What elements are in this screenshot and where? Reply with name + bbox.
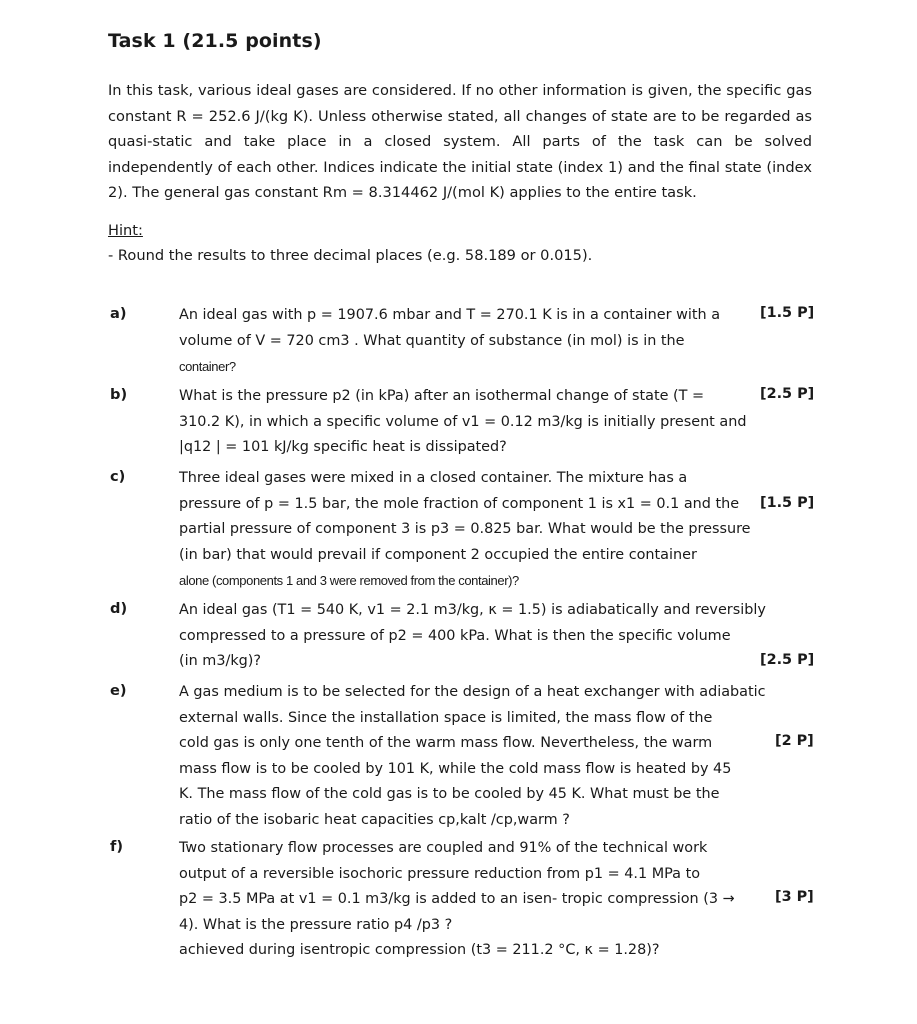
- intro-paragraph: [108, 78, 812, 206]
- subtask-line: What is the pressure p2 (in kPa) after an isothermal change of state (T =: [179, 388, 705, 404]
- subtask-line: partial pressure of component 3 is p3 = 0.825 bar. What would be the pressure: [179, 521, 751, 537]
- subtask-text: [179, 836, 739, 964]
- subtask-text: [179, 466, 751, 594]
- subtask-line: achieved during isentropic compression (t3 = 211.2 °C, κ = 1.28)?: [179, 942, 660, 958]
- subtask-line: external walls. Since the installation space is limited, the mass flow of the: [179, 709, 713, 726]
- points-badge: [2.5 P]: [760, 652, 815, 668]
- subtask-line: volume of V = 720 cm3 . What quantity of substance (in mol) is in the: [179, 332, 685, 349]
- hint-text: - Round the results to three decimal places (e.g. 58.189 or 0.015).: [108, 247, 593, 264]
- subtask-line: (in bar) that would prevail if component 2 occupied the entire container: [179, 546, 697, 563]
- subtask-line: Two stationary flow processes are coupled and 91% of the technical work: [179, 840, 708, 856]
- subtask-line: output of a reversible isochoric pressure reduction from p1 = 4.1 MPa to: [179, 865, 701, 882]
- subtask-text: [179, 680, 766, 833]
- intro-line: quasi-static and take place in a closed system. All parts of the task can be solved independently of: [108, 133, 812, 176]
- subtask-line: K. The mass flow of the cold gas is to be cooled by 45 K. What must be the: [179, 786, 720, 802]
- task-title: Task 1 (21.5 points): [108, 30, 322, 52]
- subtask-label: d): [110, 600, 128, 617]
- subtask-line: An ideal gas with p = 1907.6 mbar and T = 270.1 K is in a container with a: [179, 307, 721, 323]
- subtask-line: ratio of the isobaric heat capacities cp,kalt /cp,warm ?: [179, 811, 570, 828]
- points-badge: [1.5 P]: [760, 305, 815, 321]
- subtask-text: [179, 598, 766, 675]
- subtask-line: cold gas is only one tenth of the warm mass flow. Nevertheless, the warm: [179, 735, 713, 751]
- intro-line: In this task, various ideal gases are considered. If no other information is given, the specific gas: [108, 82, 812, 99]
- subtask-label: b): [110, 386, 128, 403]
- subtask-line: compressed to a pressure of p2 = 400 kPa. What is then the specific volume: [179, 627, 731, 644]
- hint-heading: Hint:: [108, 222, 143, 239]
- subtask-line: alone (components 1 and 3 were removed from the container)?: [179, 573, 519, 588]
- intro-line: each other. Indices indicate the initial state (index 1) and the final state (index 2). The: [108, 158, 812, 201]
- subtask-line: p2 = 3.5 MPa at v1 = 0.1 m3/kg is added to an isen- tropic compression (3 →: [179, 891, 735, 907]
- intro-line: constant R = 252.6 J/(kg K). Unless otherwise stated, all changes of state are to be regarded as: [108, 107, 812, 125]
- subtask-text: [179, 303, 739, 380]
- subtask-line: Three ideal gases were mixed in a closed container. The mixture has a: [179, 470, 688, 486]
- subtask-line: mass flow is to be cooled by 101 K, while the cold mass flow is heated by 45: [179, 760, 732, 777]
- subtask-line: pressure of p = 1.5 bar, the mole fraction of component 1 is x1 = 0.1 and the: [179, 495, 740, 512]
- points-badge: [1.5 P]: [760, 495, 815, 511]
- subtask-label: e): [110, 682, 127, 699]
- points-badge: [2.5 P]: [760, 386, 815, 402]
- subtask-label: c): [110, 468, 126, 485]
- subtask-line: 310.2 K), in which a specific volume of v1 = 0.12 m3/kg is initially present and: [179, 413, 747, 430]
- subtask-line: A gas medium is to be selected for the design of a heat exchanger with adiabatic: [179, 684, 766, 700]
- points-badge: [2 P]: [775, 733, 814, 749]
- intro-line: general gas constant Rm = 8.314462 J/(mol K) applies to the entire task.: [164, 184, 697, 201]
- subtask-text: [179, 384, 747, 461]
- subtask-line: 4). What is the pressure ratio p4 /p3 ?: [179, 916, 453, 933]
- points-badge: [3 P]: [775, 889, 814, 905]
- subtask-line: container?: [179, 359, 236, 374]
- subtask-line: |q12 | = 101 kJ/kg specific heat is dissipated?: [179, 439, 507, 455]
- subtask-label: a): [110, 305, 127, 322]
- subtask-line: (in m3/kg)?: [179, 653, 262, 669]
- subtask-line: An ideal gas (T1 = 540 K, v1 = 2.1 m3/kg, κ = 1.5) is adiabatically and reversibly: [179, 602, 766, 618]
- subtask-label: f): [110, 838, 124, 855]
